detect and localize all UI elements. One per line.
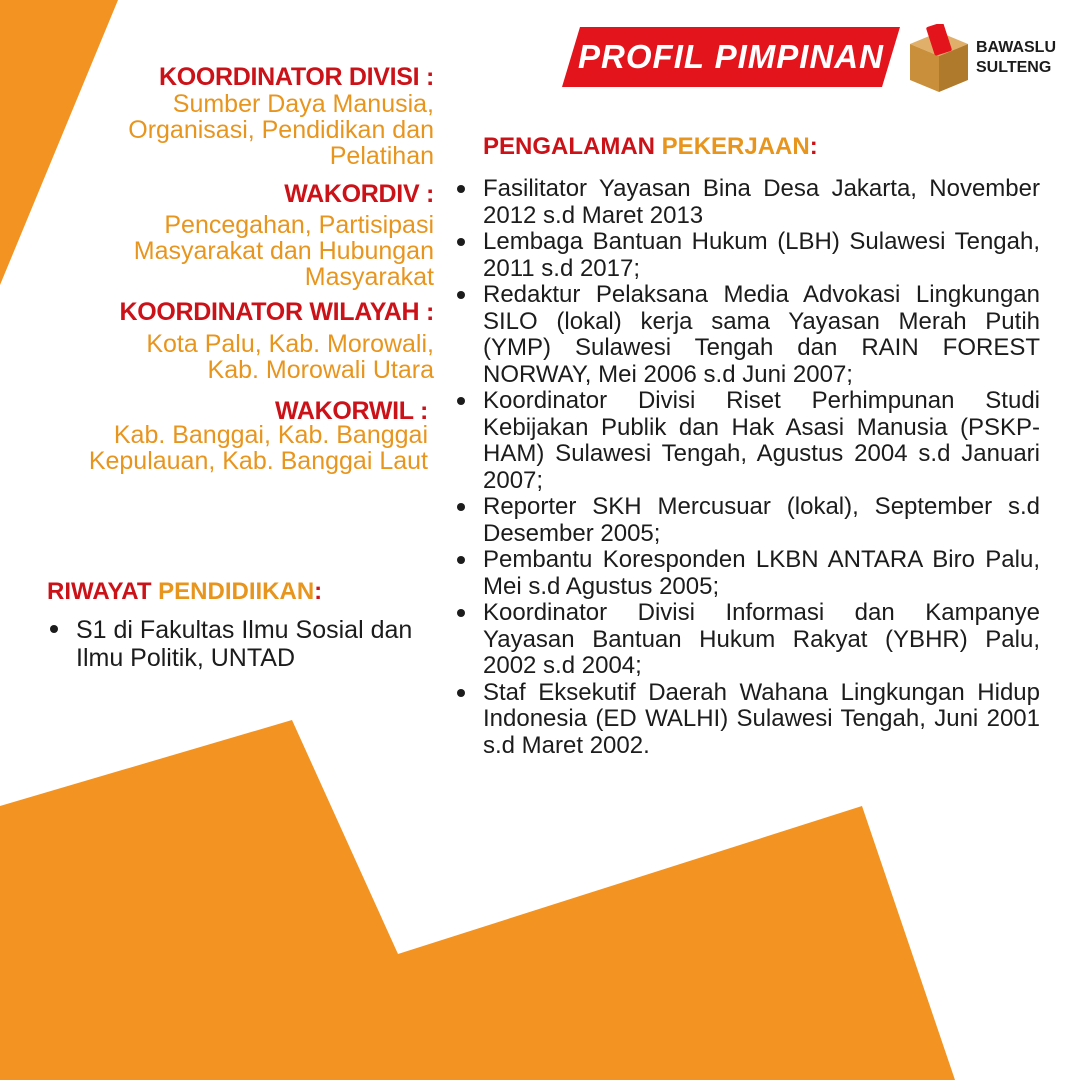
banner-title: PROFIL PIMPINAN — [578, 38, 884, 75]
list-item: Pembantu Koresponden LKBN ANTARA Biro Palu, Mei s.d Agustus 2005; — [455, 547, 1040, 600]
list-item: Reporter SKH Mercusuar (lokal), September s.d Desember 2005; — [455, 494, 1040, 547]
bottom-orange-shape — [0, 720, 955, 1080]
role-label-koordinator-divisi: KOORDINATOR DIVISI : — [158, 63, 434, 91]
role-label-koordinator-wilayah: KOORDINATOR WILAYAH : — [119, 298, 434, 326]
list-item: Staf Eksekutif Daerah Wahana Lingkungan Hidup Indonesia (ED WALHI) Sulawesi Tengah, Juni 2001 s.d Maret 2002. — [455, 680, 1040, 760]
pendidikan-list — [48, 616, 418, 672]
role-value-koordinator-divisi: Sumber Daya Manusia, Organisasi, Pendidikan dan Pelatihan — [128, 90, 434, 170]
bawaslu-logo-icon — [906, 24, 972, 94]
role-value-wakordiv: Pencegahan, Partisipasi Masyarakat dan Hubungan Masyarakat — [133, 211, 434, 291]
list-item: S1 di Fakultas Ilmu Sosial dan Ilmu Politik, UNTAD — [48, 616, 418, 672]
list-item: Koordinator Divisi Informasi dan Kampanye Yayasan Bantuan Hukum Rakyat (YBHR) Palu, 2002 s.d 2004; — [455, 600, 1040, 680]
role-label-wakordiv: WAKORDIV : — [284, 180, 434, 208]
role-label-wakorwil: WAKORWIL : — [274, 397, 428, 425]
pekerjaan-list — [455, 176, 1040, 759]
role-value-wakorwil: Kab. Banggai, Kab. Banggai Kepulauan, Kab. Banggai Laut — [88, 421, 428, 475]
list-item: Redaktur Pelaksana Media Advokasi Lingkungan SILO (lokal) kerja sama Yayasan Merah Putih (YMP) Sulawesi Tengah dan RAIN FOREST NORWAY, Mei 2006 s.d Juni 2007; — [455, 282, 1040, 388]
list-item: Koordinator Divisi Riset Perhimpunan Studi Kebijakan Publik dan Hak Asasi Manusia (PSKP-HAM) Sulawesi Tengah, Agustus 2004 s.d Januari 2007; — [455, 388, 1040, 494]
logo-text: BAWASLU SULTENG — [976, 39, 1056, 76]
pendidikan-title: RIWAYAT PENDIDIIKAN: — [47, 578, 323, 605]
list-item: Lembaga Bantuan Hukum (LBH) Sulawesi Tengah, 2011 s.d 2017; — [455, 229, 1040, 282]
list-item: Fasilitator Yayasan Bina Desa Jakarta, November 2012 s.d Maret 2013 — [455, 176, 1040, 229]
profile-banner — [562, 27, 900, 87]
pekerjaan-title: PENGALAMAN PEKERJAAN: — [483, 133, 818, 160]
role-value-koordinator-wilayah: Kota Palu, Kab. Morowali, Kab. Morowali Utara — [146, 330, 434, 384]
